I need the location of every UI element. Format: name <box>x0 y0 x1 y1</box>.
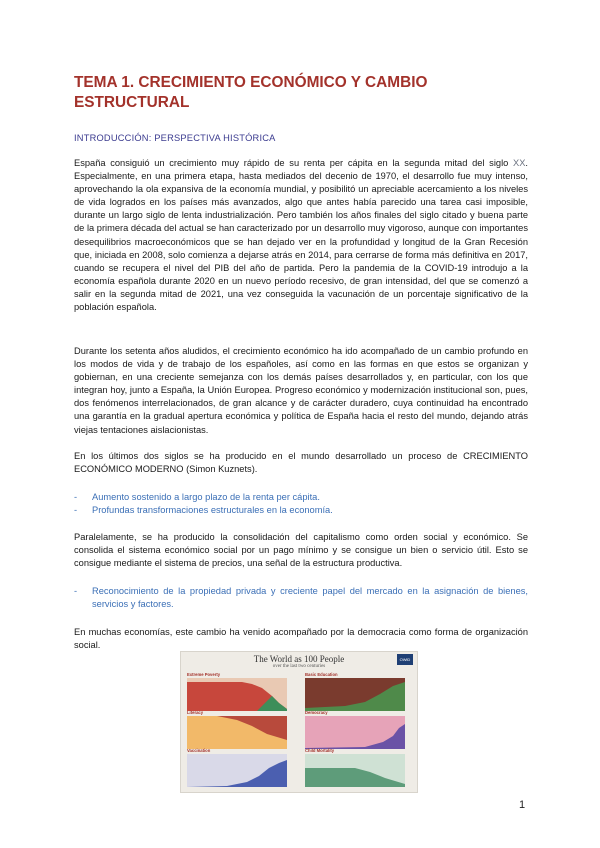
bullet-list-2 <box>74 585 528 611</box>
page-number: 1 <box>519 799 526 811</box>
area-chart <box>305 678 405 711</box>
panel-literacy <box>187 710 287 749</box>
paragraph-1-part-b: . Especialmente, en una primera etapa, hasta mediados del decenio de 1970, el desarrollo fue muy intenso, aprovechando la ola expansiva de la economía mundial, y posibilitó un apreciable acercamiento a los niveles de vida logrados en los países más avanzados, algo que antes había parecido una tarea casi imposible, durante un largo siglo de lenta industrialización. Pero también los años finales del siglo citado y buena parte de la primera década del actual se han caracterizado por un desarrollo muy vigoroso, aunque con importantes desequilibrios macroeconómicos que se han dejado ver en la profundidad y longitud de la Gran Recesión que, iniciada en 2008, solo comienza a dejarse atrás en 2014, para cerrarse de forma más definitiva en 2017, cuando se recupera el nivel del PIB del año de partida. Pero la pandemia de la COVID-19 introdujo a la economía española durante 2020 en un nuevo período recesivo, de gran intensidad, del que se comenzó a salir en la segunda mitad de 2021, una vez conseguida la vacunación de un porcentaje significativo de la población española. <box>74 158 528 313</box>
panel-extreme-poverty <box>187 672 287 711</box>
panel-basic-education <box>305 672 405 711</box>
bullet-list-1 <box>74 491 528 517</box>
paragraph-3: En los últimos dos siglos se ha producido en el mundo desarrollado un proceso de CRECIMIENTO ECONÓMICO MODERNO (Simon Kuznets). <box>74 451 528 475</box>
paragraph-2: Durante los setenta años aludidos, el crecimiento económico ha ido acompañado de un cambio profundo en los modos de vida y de trabajo de los españoles, así como en las formas en que estos se organizan y gobiernan, en una creciente semejanza con los demás países desarrollados y, en particular, con los que integran hoy, junto a España, la Unión Europea. Progreso económico y modernización institucional son, pues, dos fenómenos interrelacionados, de gran alcance y de carácter duradero, cuya continuidad ha encontrado una garantía en la gradual apertura económica y política de España hacia el resto del mundo, dejando atrás viejas tentaciones aislacionistas. <box>74 346 528 435</box>
panel-label: Basic Education <box>305 672 338 677</box>
list-item: - Profundas transformaciones estructurales en la economía. <box>74 504 528 517</box>
paragraph-4: Paralelamente, se ha producido la consolidación del capitalismo como orden social y económico. Se consolida el sistema económico social por un pago mínimo y se consigue un bien o servicio útil. Esto se consigue mediante el sistema de precios, una señal de la estructura productiva. <box>74 532 528 569</box>
world-as-100-people-figure <box>180 651 418 793</box>
area-chart <box>187 754 287 787</box>
panel-label: Child Mortality <box>305 748 335 753</box>
panel-label: Vaccination <box>187 748 211 753</box>
area-chart <box>305 754 405 787</box>
paragraph-1 <box>74 157 528 314</box>
area-chart <box>187 716 287 749</box>
list-item: - Reconocimiento de la propiedad privada y creciente papel del mercado en la asignación de bienes, servicios y factores. <box>74 585 528 611</box>
area-chart <box>305 716 405 749</box>
area-chart <box>187 678 287 711</box>
owid-logo: OWiD <box>397 654 413 665</box>
figure-subtitle: over the last two centuries <box>272 664 326 669</box>
paragraph-5: En muchas economías, este cambio ha venido acompañado por la democracia como forma de organización social. <box>74 627 528 651</box>
century-numeral: XX <box>513 158 526 168</box>
figure-title: The World as 100 People <box>253 654 345 664</box>
panel-child-mortality <box>305 748 405 787</box>
panel-label: Extreme Poverty <box>187 672 221 677</box>
panel-label: Literacy <box>187 710 204 715</box>
panel-label: Democracy <box>305 710 328 715</box>
panel-democracy <box>305 710 405 749</box>
section-heading: INTRODUCCIÓN: PERSPECTIVA HISTÓRICA <box>74 133 276 143</box>
panel-vaccination <box>187 748 287 787</box>
paragraph-1-part-a: España consiguió un crecimiento muy rápido de su renta per cápita en la segunda mitad del siglo <box>74 158 513 168</box>
page-title: TEMA 1. CRECIMIENTO ECONÓMICO Y CAMBIO ESTRUCTURAL <box>74 74 428 111</box>
list-item: - Aumento sostenido a largo plazo de la renta per cápita. <box>74 491 528 504</box>
